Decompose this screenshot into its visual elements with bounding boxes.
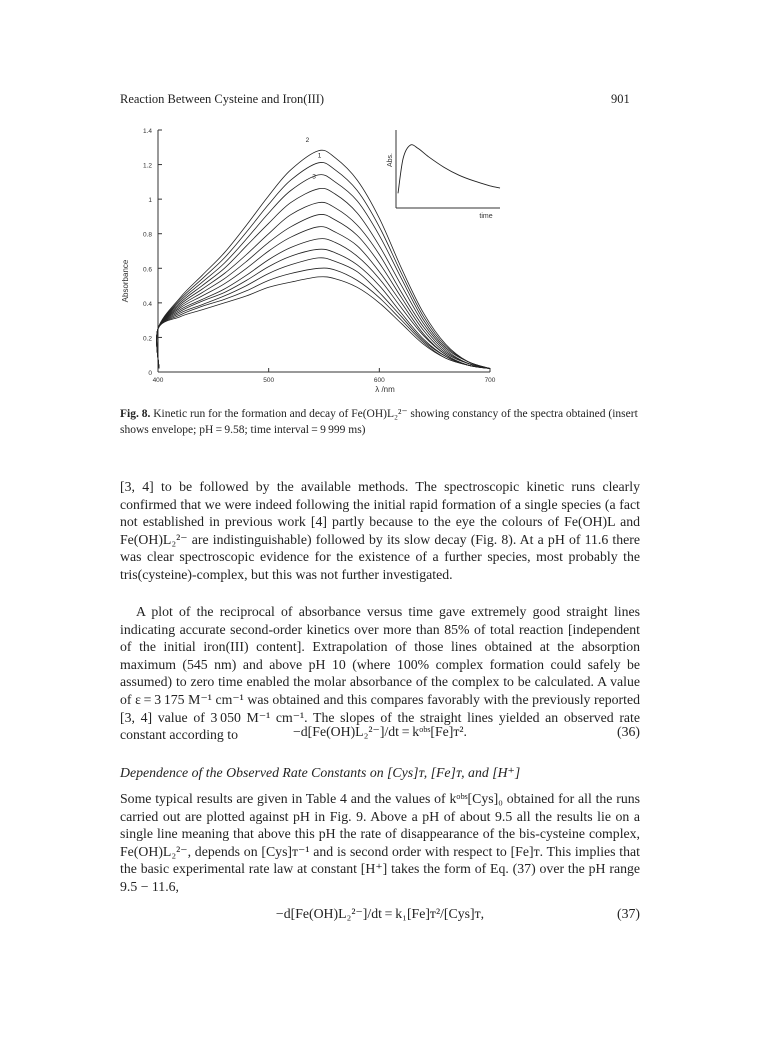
equation-text: −d[Fe(OH)L₂²⁻]/dt = k₁[Fe]ᴛ²/[Cys]ᴛ, [275, 906, 485, 921]
y-axis-label: Absorbance [121, 259, 130, 303]
x-axis-label: λ /nm [375, 385, 395, 393]
equation-text: −d[Fe(OH)L₂²⁻]/dt = kᵒᵇˢ[Fe]ᴛ². [293, 724, 467, 739]
chart-curves [157, 137, 493, 368]
curve-label-2: 2 [305, 137, 310, 145]
inset-x-label: time [479, 213, 493, 220]
inset-envelope-curve [398, 145, 500, 194]
figure-8-spectra-chart [100, 118, 640, 393]
inset-y-label: Abs. [387, 152, 394, 168]
y-tick-label: 0.2 [142, 335, 152, 343]
body-paragraph-2 [120, 603, 640, 744]
x-tick-label: 700 [484, 377, 496, 384]
paragraph-text: A plot of the reciprocal of absorbance versus time gave extremely good straight lines indicating accurate second-order kinetics over more than 85% of total reaction [independent of the initial iron(III) content]. Extrapolation of those lines obtained at the absorption maximum (545 nm) and above pH 10 (where 100% complex formation could safely be assumed) to zero time enabled the molar absorbance of the complex to be calculated. A value of ε = 3 175 M⁻¹ cm⁻¹ was obtained and this compares favorably with the previously reported [3, 4] value of 3 050 M⁻¹ cm⁻¹. The slopes of the straight lines yielded an observed rate constant according to [120, 604, 640, 743]
figure-caption [120, 406, 640, 438]
equation-number: (36) [617, 724, 640, 739]
paragraph-text: [3, 4] to be followed by the available methods. The spectroscopic kinetic runs clearly confirmed that we were indeed following the initial rapid formation of a single species (a fact not established in previous work [4] partly because to the eye the colours of Fe(OH)L and Fe(OH)L₂²⁻ are indistinguishable) followed by its slow decay (Fig. 8). At a pH of 11.6 there was clear spectroscopic evidence for the existence of a further species, most probably the tris(cysteine)-complex, but this was not further investigated. [120, 479, 640, 582]
y-tick-label: 0 [148, 370, 152, 377]
y-tick-label: 0.8 [142, 231, 152, 239]
spectrum-curve-12 [157, 150, 493, 368]
caption-label: Fig. 8. [120, 408, 151, 420]
x-tick-label: 400 [152, 377, 164, 384]
y-tick-label: 1.2 [142, 162, 152, 170]
equation-number: (37) [617, 906, 640, 921]
y-tick-label: 1.4 [142, 128, 152, 135]
caption-text: Kinetic run for the formation and decay of Fe(OH)L₂²⁻ showing constancy of the spectra obtained (insert shows envelope; pH = 9.58; time interval = 9 999 ms) [120, 408, 638, 436]
body-paragraph-1 [120, 478, 640, 584]
spectrum-curve-7 [157, 213, 493, 368]
y-tick-label: 0.4 [142, 300, 152, 308]
paragraph-text: Some typical results are given in Table 4 and the values of kᵒᵇˢ[Cys]₀ obtained for all the runs carried out are plotted against pH in Fig. 9. Above a pH of about 9.5 all the results lie on a single line meaning that above this pH the rate of disappearance of the bis-cysteine complex, Fe(OH)L₂²⁻, depends on [Cys]ᴛ⁻¹ and is second order with respect to [Fe]ᴛ. This implies that the basic experimental rate law at constant [H⁺] takes the form of Eq. (37) over the pH range 9.5 − 11.6, [120, 791, 640, 894]
curve-label-3: 3 [312, 173, 316, 181]
section-heading: Dependence of the Observed Rate Constants on [Cys]ᴛ, [Fe]ᴛ, and [H⁺] [120, 765, 521, 780]
running-title: Reaction Between Cysteine and Iron(III) [120, 92, 325, 106]
x-tick-label: 500 [263, 377, 275, 384]
inset-envelope-chart [387, 130, 500, 220]
curve-label-1: 1 [317, 152, 322, 160]
y-tick-label: 0.6 [142, 266, 152, 274]
body-paragraph-3 [120, 790, 640, 896]
x-tick-label: 600 [373, 377, 385, 384]
y-tick-label: 1 [148, 197, 152, 205]
page-number: 901 [611, 92, 630, 106]
